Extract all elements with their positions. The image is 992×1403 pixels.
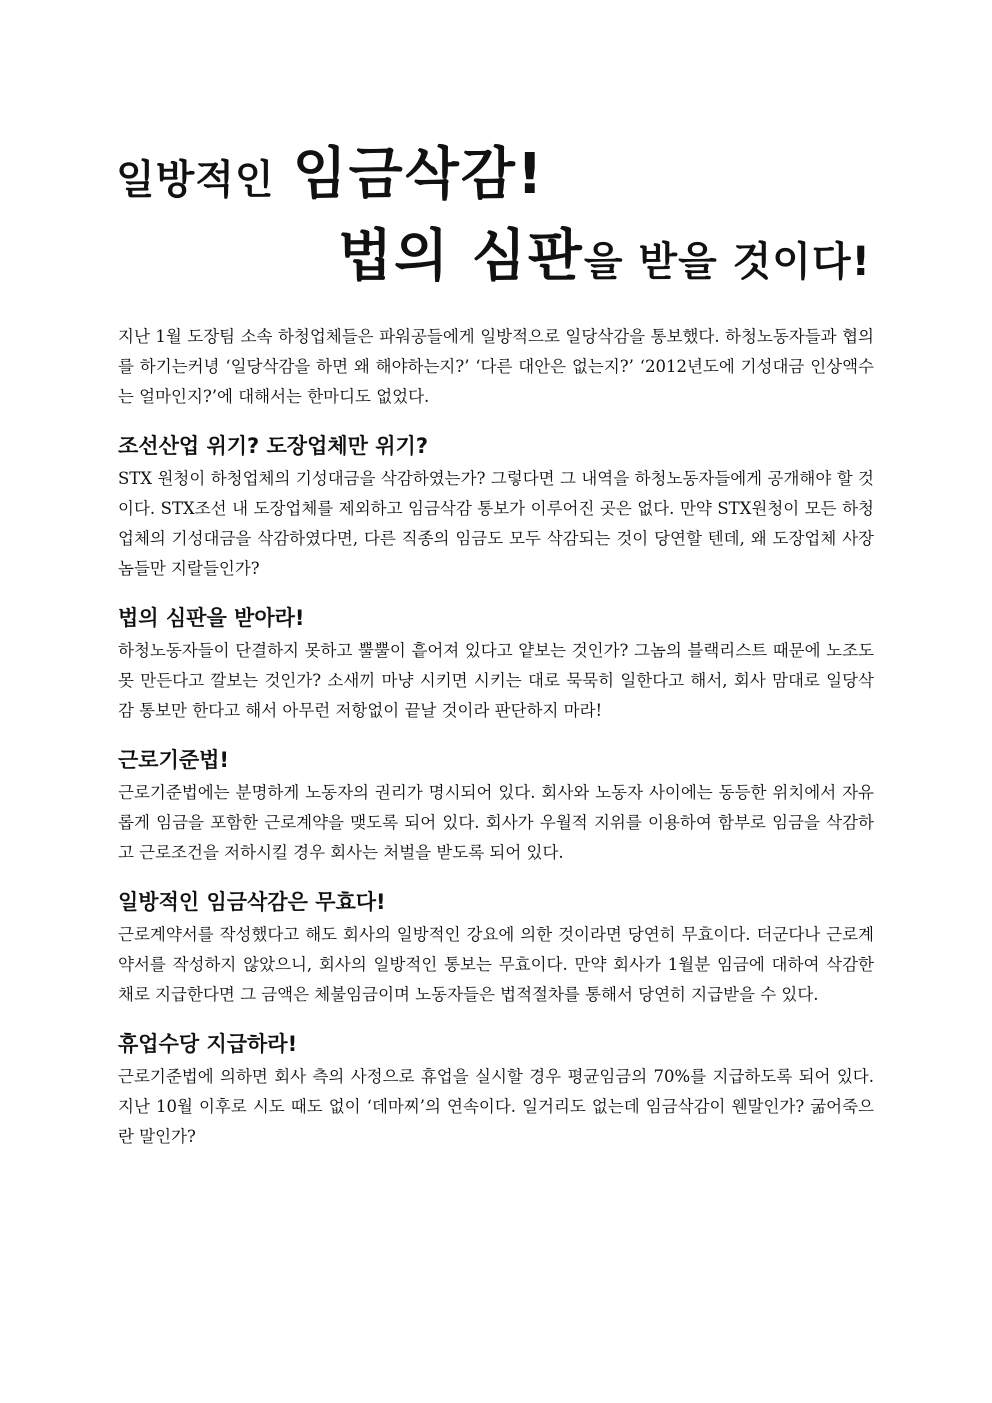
section-shipbuilding-crisis	[118, 432, 874, 584]
section-shutdown-allowance	[118, 1030, 874, 1152]
intro-paragraph: 지난 1월 도장팀 소속 하청업체들은 파워공들에게 일방적으로 일당삭감을 통보했다. 하청노동자들과 협의를 하기는커녕 ‘일당삭감을 하면 왜 해야하는지?’ ‘다른 대안은 없는지?’ ‘2012년도에 기성대금 인상액수는 얼마인지?’에 대해서는 한마디도 없었다.	[118, 327, 874, 406]
document-body	[118, 322, 874, 1152]
section-heading: 법의 심판을 받아라!	[118, 606, 305, 630]
title-line-1	[116, 130, 545, 210]
section-cut-invalid	[118, 888, 874, 1010]
section-heading: 근로기준법!	[118, 748, 230, 772]
title-line-2	[338, 212, 871, 292]
section-body: 근로기준법에 의하면 회사 측의 사정으로 휴업을 실시할 경우 평균임금의 70%를 지급하도록 되어 있다. 지난 10월 이후로 시도 때도 없이 ‘데마찌’의 연속이다. 일거리도 없는데 임금삭감이 웬말인가? 굶어죽으란 말인가?	[118, 1067, 874, 1146]
title-line2-suffix: 을 받을 것이다!	[583, 239, 871, 285]
title-line1-emphasis: 임금삭감!	[292, 142, 545, 207]
section-body: STX 원청이 하청업체의 기성대금을 삭감하였는가? 그렇다면 그 내역을 하청노동자들에게 공개해야 할 것이다. STX조선 내 도장업체를 제외하고 임금삭감 통보가 이루어진 곳은 없다. 만약 STX원청이 모든 하청업체의 기성대금을 삭감하였다면, 다른 직종의 임금도 모두 삭감되는 것이 당연할 텐데, 왜 도장업체 사장놈들만 지랄들인가?	[118, 469, 874, 578]
section-body: 근로계약서를 작성했다고 해도 회사의 일방적인 강요에 의한 것이라면 당연히 무효이다. 더군다나 근로계약서를 작성하지 않았으니, 회사의 일방적인 통보는 무효이다. 만약 회사가 1월분 임금에 대하여 삭감한 채로 지급한다면 그 금액은 체불임금이며 노동자들은 법적절차를 통해서 당연히 지급받을 수 있다.	[118, 925, 874, 1004]
section-legal-judgment	[118, 604, 874, 726]
section-labor-standards-act	[118, 746, 874, 868]
title-line2-emphasis: 법의 심판	[338, 224, 584, 289]
section-heading: 일방적인 임금삭감은 무효다!	[118, 890, 386, 914]
section-body: 근로기준법에는 분명하게 노동자의 권리가 명시되어 있다. 회사와 노동자 사이에는 동등한 위치에서 자유롭게 임금을 포함한 근로계약을 맺도록 되어 있다. 회사가 우월적 지위를 이용하여 함부로 임금을 삭감하고 근로조건을 저하시킬 경우 회사는 처벌을 받도록 되어 있다.	[118, 783, 874, 862]
section-body: 하청노동자들이 단결하지 못하고 뿔뿔이 흩어져 있다고 얕보는 것인가? 그놈의 블랙리스트 때문에 노조도 못 만든다고 깔보는 것인가? 소새끼 마냥 시키면 시키는 대로 묵묵히 일한다고 해서, 회사 맘대로 일당삭감 통보만 한다고 해서 아무런 저항없이 끝날 것이라 판단하지 마라!	[118, 641, 874, 720]
section-heading: 휴업수당 지급하라!	[118, 1032, 298, 1056]
title-line1-prefix: 일방적인	[116, 157, 275, 203]
section-heading: 조선산업 위기? 도장업체만 위기?	[118, 434, 429, 458]
